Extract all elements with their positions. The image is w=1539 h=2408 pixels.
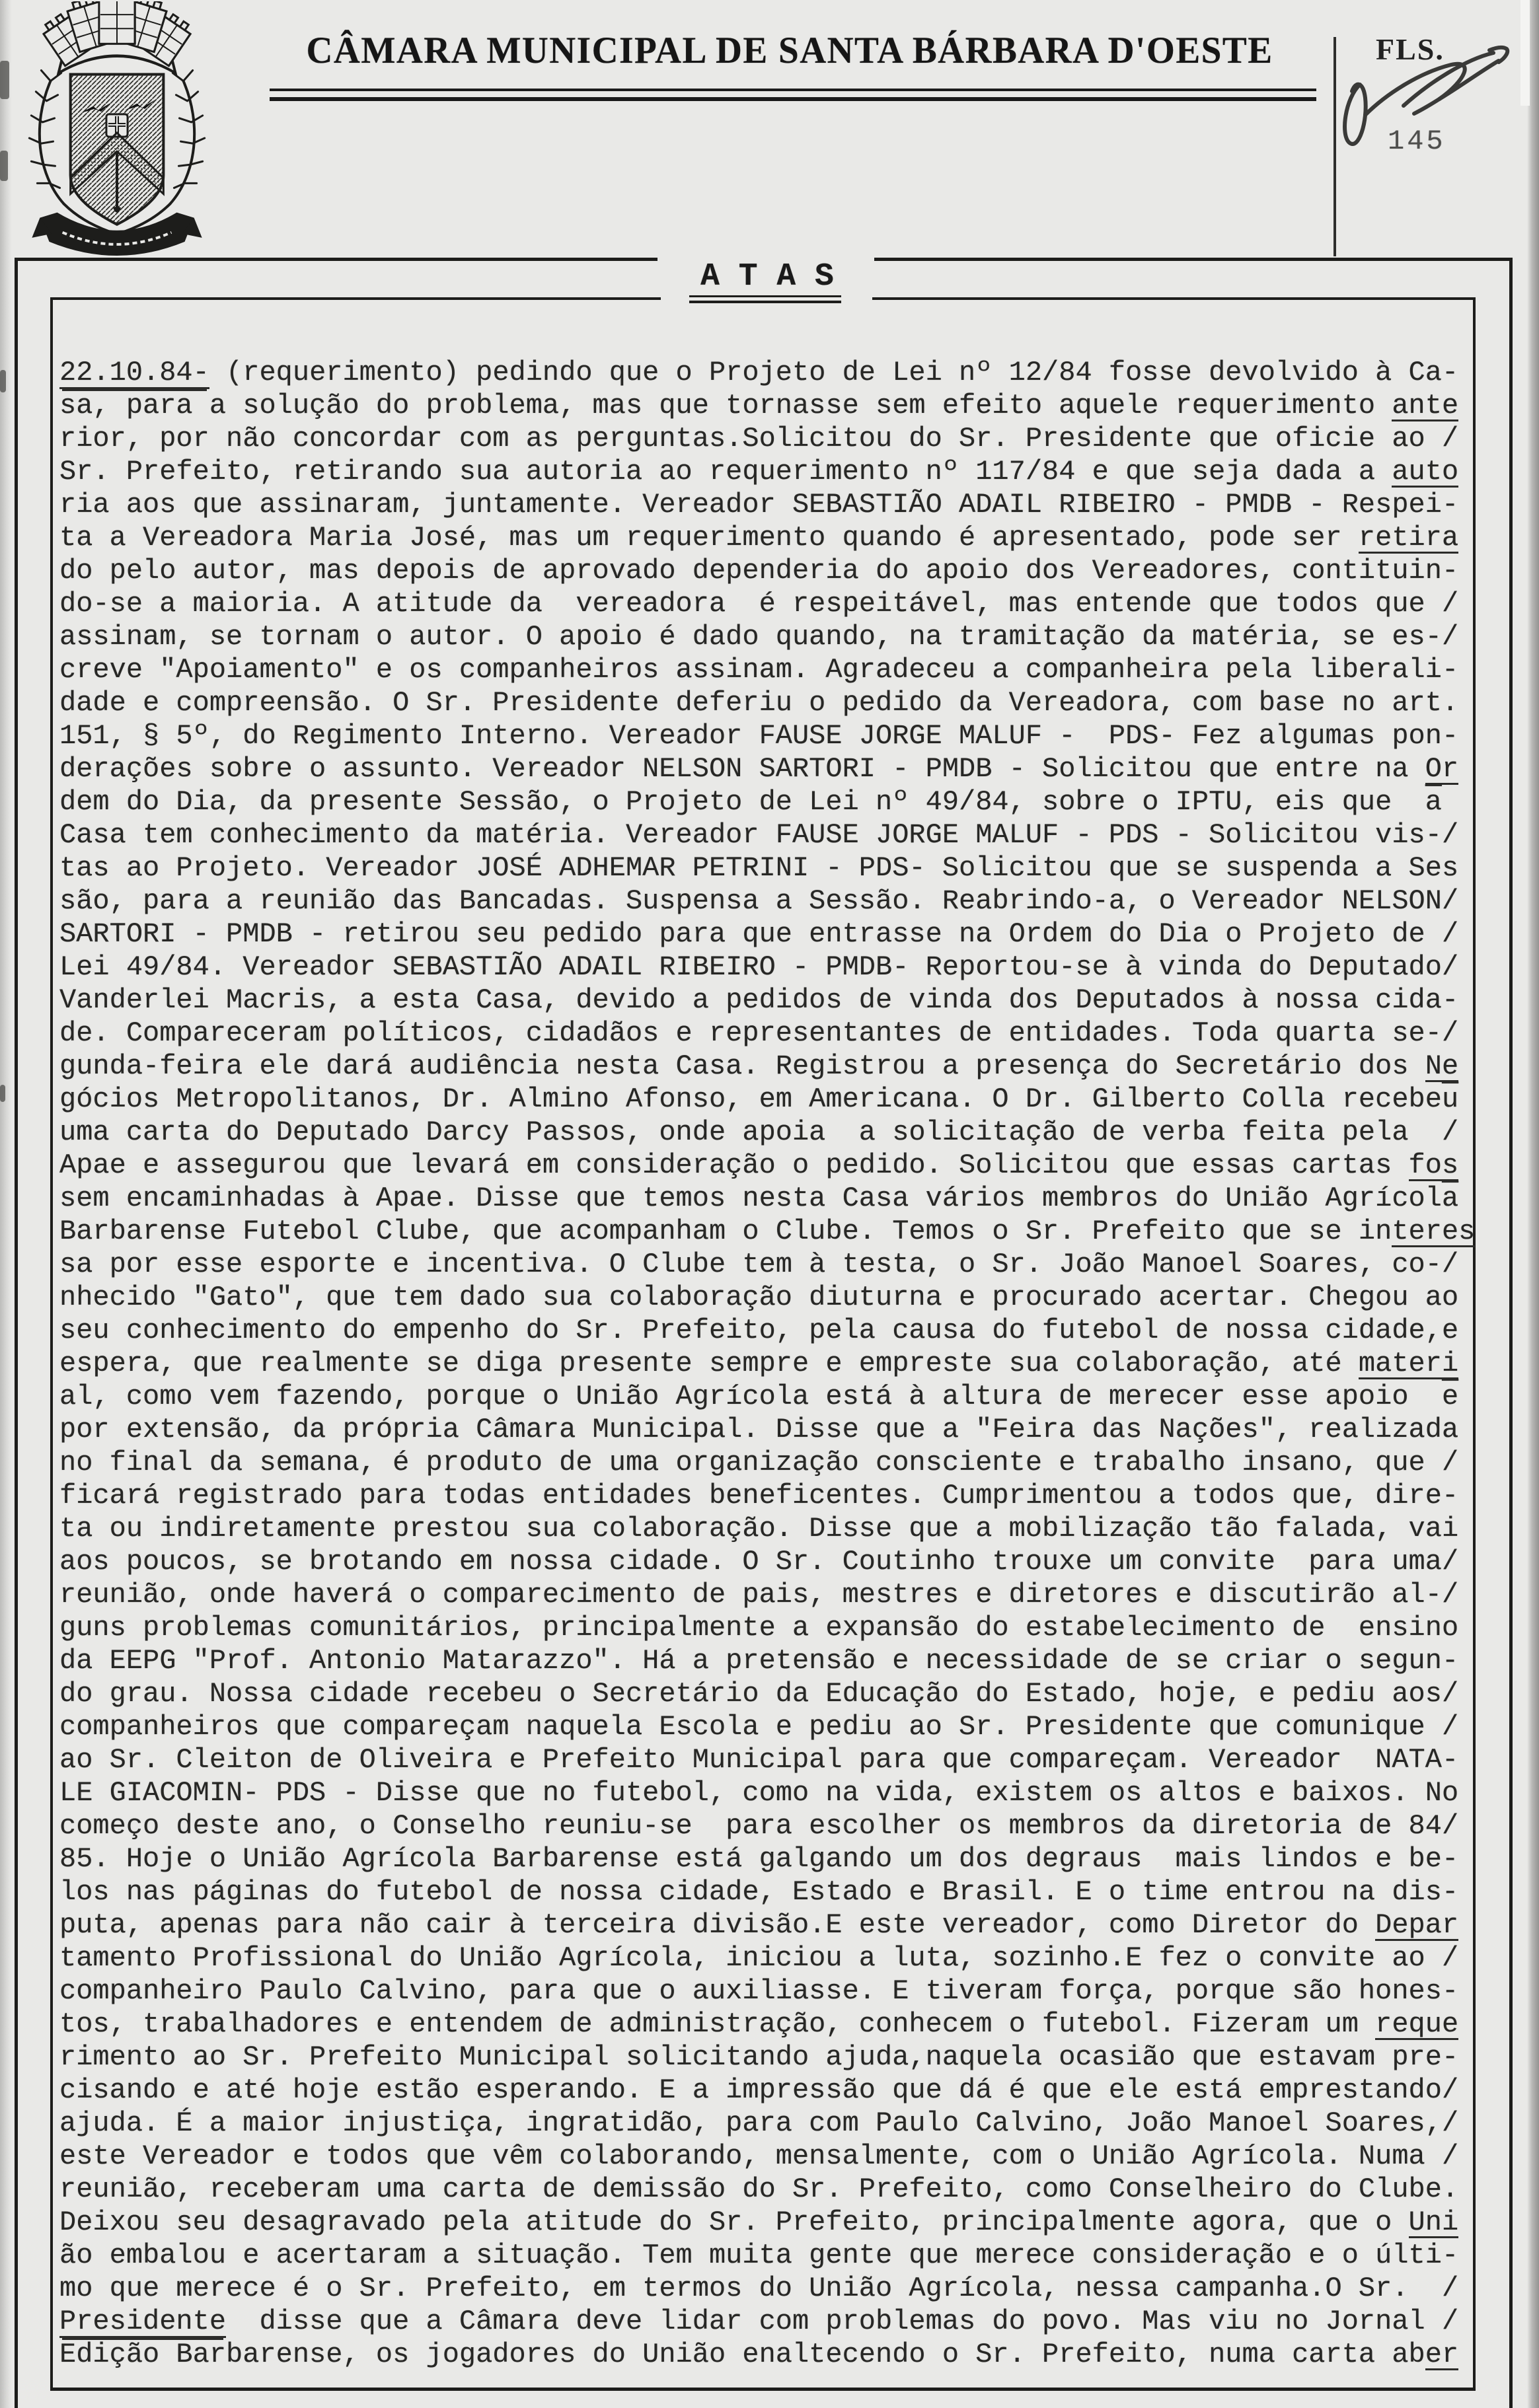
continuation-underline: reque [1375, 2008, 1459, 2040]
minutes-line: são, para a reunião das Bancadas. Suspensa a Sessão. Reabrindo-a, o Vereador NELSON/ [59, 885, 1459, 917]
minutes-line: reunião, receberam uma carta de demissão do Sr. Prefeito, como Conselheiro do Clube. [59, 2173, 1459, 2205]
coat-of-arms-icon [17, 1, 217, 260]
minutes-line: sa, para a solução do problema, mas que tornasse sem efeito aquele requerimento ante [59, 390, 1459, 421]
inner-border-bottom [50, 2388, 1476, 2391]
continuation-underline: Ne [1425, 1050, 1459, 1082]
outer-border-left [15, 258, 18, 2408]
minutes-line: derações sobre o assunto. Vereador NELSON SARTORI - PMDB - Solicitou que entre na Or [59, 753, 1459, 785]
minutes-line: mo que merece é o Sr. Prefeito, em termos do União Agrícola, nessa campanha.O Sr. / [59, 2273, 1459, 2304]
minutes-line: Casa tem conhecimento da matéria. Vereador FAUSE JORGE MALUF - PDS - Solicitou vis-/ [59, 819, 1459, 851]
scan-smudge [0, 370, 6, 392]
minutes-line: 22.10.84- (requerimento) pedindo que o Projeto de Lei nº 12/84 fosse devolvido à Ca- [59, 357, 1459, 388]
continuation-underline: ante [1392, 390, 1459, 421]
minutes-line: do-se a maioria. A atitude da vereadora é respeitável, mas entende que todos que / [59, 588, 1459, 620]
minutes-line: al, como vem fazendo, porque o União Agrícola está à altura de merecer esse apoio $\overline{e}$ [59, 1381, 1459, 1412]
minutes-line: Lei 49/84. Vereador SEBASTIÃO ADAIL RIBEIRO - PMDB- Reportou-se à vinda do Deputado/ [59, 951, 1459, 983]
continuation-underline: auto [1392, 456, 1459, 488]
minutes-line: começo deste ano, o Conselho reuniu-se para escolher os membros da diretoria de 84/ [59, 1810, 1459, 1842]
minutes-line: 151, § 5º, do Regimento Interno. Vereador FAUSE JORGE MALUF - PDS- Fez algumas pon- [59, 720, 1459, 752]
folio-label: FLS. [1376, 32, 1445, 66]
minutes-line: de. Compareceram políticos, cidadãos e representantes de entidades. Toda quarta se-/ [59, 1017, 1459, 1049]
scan-right-edge [1527, 0, 1539, 2408]
continuation-underline: Uni [1408, 2207, 1459, 2238]
minutes-line: companheiros que compareçam naquela Escola e pediu ao Sr. Presidente que comunique / [59, 1711, 1459, 1743]
minutes-text [59, 356, 1480, 2371]
minutes-line: assinam, se tornam o autor. O apoio é dado quando, na tramitação da matéria, se es-/ [59, 621, 1459, 653]
minutes-line: rior, por não concordar com as perguntas.Solicitou do Sr. Presidente que oficie ao / [59, 423, 1459, 455]
minutes-line: ria aos que assinaram, juntamente. Vereador SEBASTIÃO ADAIL RIBEIRO - PMDB - Respei- [59, 489, 1459, 521]
minutes-line: ta a Vereadora Maria José, mas um requerimento quando é apresentado, pode ser retira [59, 522, 1459, 554]
minutes-line: do pelo autor, mas depois de aprovado dependeria do apoio dos Vereadores, contituin- [59, 555, 1459, 587]
hand-underlined-text: 22.10.84- [59, 357, 209, 388]
minutes-line: tamento Profissional do União Agrícola, iniciou a luta, sozinho.E fez o convite ao / [59, 1942, 1459, 1974]
section-heading-atas: A T A S [700, 259, 834, 295]
minutes-line: LE GIACOMIN- PDS - Disse que no futebol, como na vida, existem os altos e baixos. No [59, 1777, 1459, 1809]
minutes-line: rimento ao Sr. Prefeito Municipal solicitando ajuda,naquela ocasião que estavam pre- [59, 2041, 1459, 2073]
minutes-line: los nas páginas do futebol de nossa cidade, Estado e Brasil. E o time entrou na dis- [59, 1876, 1459, 1908]
minutes-line: guns problemas comunitários, principalmente a expansão do estabelecimento de ensino [59, 1612, 1459, 1644]
continuation-overline: $\overline{a}$ [1425, 786, 1442, 818]
minutes-line: puta, apenas para não cair à terceira divisão.E este vereador, como Diretor do Depar [59, 1909, 1459, 1941]
outer-border-top-left [15, 258, 657, 261]
minutes-line: no final da semana, é produto de uma organização consciente e trabalho insano, que / [59, 1447, 1459, 1478]
minutes-line: cisando e até hoje estão esperando. E a impressão que dá é que ele está emprestando/ [59, 2074, 1459, 2106]
outer-border-right [1509, 258, 1513, 2408]
header-divider [1333, 37, 1336, 256]
minutes-line: gunda-feira ele dará audiência nesta Casa. Registrou a presença do Secretário dos Ne [59, 1050, 1459, 1082]
continuation-overline: $\overline{a}$ [1441, 1183, 1459, 1214]
continuation-underline: retira [1358, 522, 1459, 554]
minutes-line: gócios Metropolitanos, Dr. Almino Afonso, em Americana. O Dr. Gilberto Colla $recebe\overline{u}$ [59, 1083, 1459, 1115]
continuation-underline: Or [1425, 753, 1459, 785]
minutes-line: Apae e assegurou que levará em consideração o pedido. Solicitou que essas cartas fos [59, 1149, 1459, 1181]
minutes-line: seu conhecimento do empenho do Sr. Prefeito, pela causa do futebol de nossa cidade,e [59, 1315, 1459, 1346]
atas-underline-top [689, 295, 841, 297]
continuation-underline: Depar [1375, 1909, 1459, 1941]
minutes-line: Vanderlei Macris, a esta Casa, devido a pedidos de vinda dos Deputados à nossa cida- [59, 984, 1459, 1016]
minutes-line: ajuda. É a maior injustiça, ingratidão, para com Paulo Calvino, João Manoel Soares,/ [59, 2107, 1459, 2139]
inner-border-top-left [50, 297, 661, 300]
title-rule-top [270, 89, 1316, 91]
minutes-line: da EEPG "Prof. Antonio Matarazzo". Há a pretensão e necessidade de se criar o segun- [59, 1645, 1459, 1677]
minutes-line: reunião, onde haverá o comparecimento de pais, mestres e diretores e discutirão al-/ [59, 1579, 1459, 1611]
scan-smudge [0, 61, 9, 99]
minutes-line: sa por esse esporte e incentiva. O Clube tem à testa, o Sr. João Manoel Soares, co-/ [59, 1249, 1459, 1280]
minutes-line: sem encaminhadas à Apae. Disse que temos nesta Casa vários membros do União $Agrícol\overline{a}$ [59, 1183, 1459, 1214]
inner-border-top-right [872, 297, 1476, 300]
folio-number: 145 [1388, 126, 1446, 157]
minutes-line: ta ou indiretamente prestou sua colaboração. Disse que a mobilização tão falada, vai [59, 1513, 1459, 1545]
minutes-line: Deixou seu desagravado pela atitude do Sr. Prefeito, principalmente agora, que o Uni [59, 2207, 1459, 2238]
minutes-line: Sr. Prefeito, retirando sua autoria ao requerimento nº 117/84 e que seja dada a auto [59, 456, 1459, 488]
minutes-line: Edição Barbarense, os jogadores do União enaltecendo o Sr. Prefeito, numa carta aber [59, 2339, 1459, 2370]
minutes-line: ão embalou e acertaram a situação. Tem muita gente que merece consideração e o últi- [59, 2240, 1459, 2271]
minutes-line: companheiro Paulo Calvino, para que o auxiliasse. E tiveram força, porque são hones- [59, 1975, 1459, 2007]
minutes-line: dem do Dia, da presente Sessão, o Projeto de Lei nº 49/84, sobre o IPTU, eis que $\overline{a}$ [59, 786, 1442, 818]
minutes-line: tas ao Projeto. Vereador JOSÉ ADHEMAR PETRINI - PDS- Solicitou que se suspenda a Ses [59, 852, 1459, 884]
continuation-underline: teres [1392, 1216, 1476, 1247]
minutes-line: Barbarense Futebol Clube, que acompanham o Clube. Temos o Sr. Prefeito que se interes [59, 1216, 1476, 1247]
title-rule-bottom [270, 97, 1316, 101]
page-title: CÂMARA MUNICIPAL DE SANTA BÁRBARA D'OESTE [306, 30, 1273, 71]
minutes-lines [59, 356, 1480, 2371]
minutes-line: do grau. Nossa cidade recebeu o Secretário da Educação do Estado, hoje, e pediu aos/ [59, 1678, 1459, 1710]
continuation-overline: $\overline{u}$ [1441, 1083, 1459, 1115]
atas-underline-bottom [689, 301, 841, 303]
minutes-line: espera, que realmente se diga presente sempre e empreste sua colaboração, até materi [59, 1348, 1459, 1379]
minutes-line: Presidente disse que a Câmara deve lidar com problemas do povo. Mas viu no Jornal / [59, 2306, 1459, 2337]
minutes-line: por extensão, da própria Câmara Municipal. Disse que a "Feira das Nações", realizada [59, 1414, 1459, 1445]
inner-border-left [50, 297, 53, 2390]
minutes-line: nhecido "Gato", que tem dado sua colaboração diuturna e procurado acertar. Chegou ao [59, 1282, 1459, 1313]
minutes-line: SARTORI - PMDB - retirou seu pedido para que entrasse na Ordem do Dia o Projeto de / [59, 918, 1459, 950]
hand-underlined-text: Presidente [59, 2306, 227, 2337]
minutes-line: uma carta do Deputado Darcy Passos, onde apoia a solicitação de verba feita pela / [59, 1116, 1459, 1148]
continuation-overline: $\overline{e}$ [1441, 1381, 1459, 1412]
minutes-line: este Vereador e todos que vêm colaborando, mensalmente, com o União Agrícola. Numa / [59, 2140, 1459, 2172]
minutes-line: ficará registrado para todas entidades beneficentes. Cumprimentou a todos que, dire- [59, 1480, 1459, 1512]
continuation-underline: materi [1358, 1348, 1459, 1379]
continuation-underline: fos [1408, 1149, 1459, 1181]
minutes-line: dade e compreensão. O Sr. Presidente deferiu o pedido da Vereadora, com base no art. [59, 687, 1459, 719]
outer-border-top-right [874, 258, 1513, 261]
minutes-line: 85. Hoje o União Agrícola Barbarense está galgando um dos degraus mais lindos e be- [59, 1843, 1459, 1875]
scan-smudge [0, 1085, 5, 1102]
scan-left-edge [0, 0, 12, 2408]
continuation-underline: er [1425, 2339, 1459, 2370]
minutes-line: tos, trabalhadores e entendem de administração, conhecem o futebol. Fizeram um reque [59, 2008, 1459, 2040]
minutes-line: creve "Apoiamento" e os companheiros assinam. Agradeceu a companheira pela liberali- [59, 654, 1459, 686]
scan-smudge [0, 151, 8, 181]
minutes-line: ao Sr. Cleiton de Oliveira e Prefeito Municipal para que compareçam. Vereador NATA- [59, 1744, 1459, 1776]
minutes-line: aos poucos, se brotando em nossa cidade. O Sr. Coutinho trouxe um convite para uma/ [59, 1546, 1459, 1578]
